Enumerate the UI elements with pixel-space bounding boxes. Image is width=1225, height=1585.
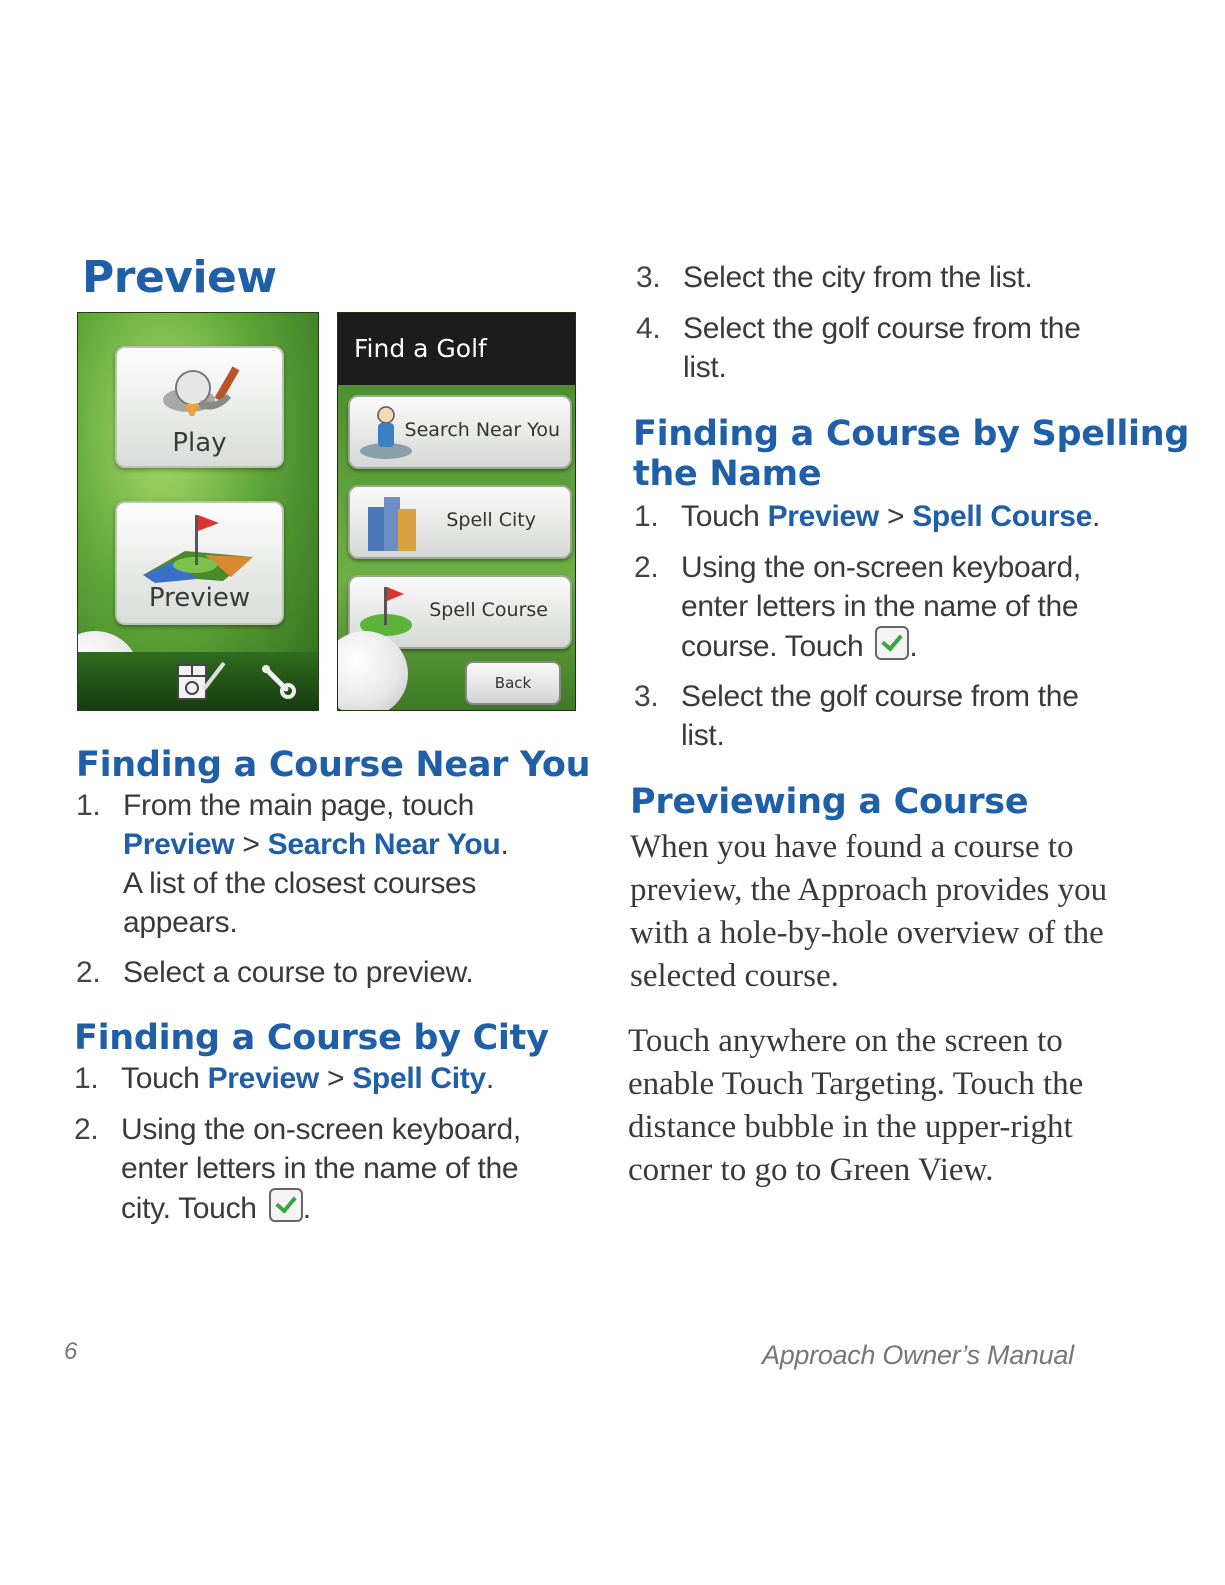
paragraph-line: with a hole-by-hole overview of the (630, 915, 1104, 951)
spell-city-button (348, 485, 572, 559)
period: . (909, 630, 918, 663)
main-bottom-bar (78, 652, 318, 710)
scorecard-icon (174, 659, 228, 703)
search-near-you-label: Search Near You (404, 419, 560, 441)
step-number: 2. (76, 956, 101, 989)
paragraph-line: enable Touch Targeting. Touch the (628, 1066, 1084, 1102)
spell-course-label: Spell Course (429, 599, 548, 621)
manual-title: Approach Owner’s Manual (762, 1340, 1074, 1370)
step-number: 3. (634, 680, 659, 713)
step-number: 2. (74, 1113, 99, 1146)
paragraph-line: corner to go to Green View. (628, 1152, 994, 1188)
step-text: Select the city from the list. (683, 261, 1033, 294)
step-text: Select the golf course from the (683, 312, 1081, 345)
heading-line: the Name (633, 454, 822, 494)
section-title: Preview (82, 252, 277, 303)
preview-link: Preview (207, 1062, 319, 1095)
period: . (500, 828, 509, 861)
separator: > (318, 1062, 353, 1095)
by-city-step-2 (74, 1110, 544, 1230)
near-you-step-2 (76, 953, 536, 993)
separator: > (878, 500, 913, 533)
step-text: Touch (121, 1062, 208, 1095)
wrench-settings-icon (258, 661, 298, 701)
paragraph-line: When you have found a course to (630, 829, 1074, 865)
by-name-step-3 (634, 677, 1164, 757)
previewing-paragraph-1 (630, 826, 1170, 998)
step-note: A list of the closest courses (123, 867, 477, 900)
by-city-step-1 (74, 1059, 544, 1099)
near-you-step-1 (76, 786, 536, 946)
device-main-menu-screenshot (77, 312, 319, 711)
by-city-step-4 (636, 309, 1156, 389)
play-label: Play (172, 428, 227, 458)
paragraph-line: preview, the Approach provides you (630, 872, 1108, 908)
by-city-step-3 (636, 258, 1156, 298)
by-name-heading (633, 414, 1189, 494)
step-text: From the main page, touch (123, 789, 475, 822)
step-text: Using the on-screen keyboard, (681, 551, 1081, 584)
search-near-you-button (348, 395, 572, 469)
back-button: Back (465, 661, 561, 705)
page-number: 6 (64, 1338, 78, 1365)
preview-label: Preview (148, 583, 251, 613)
step-number: 1. (74, 1062, 99, 1095)
spell-city-label: Spell City (446, 509, 536, 531)
play-tile (115, 346, 284, 468)
course-flag-icon (135, 505, 265, 585)
step-text: course. Touch (681, 630, 864, 663)
step-text: list. (681, 719, 725, 752)
step-number: 4. (636, 312, 661, 345)
period: . (1092, 500, 1101, 533)
by-name-step-2 (634, 548, 1164, 668)
step-text: Select the golf course from the (681, 680, 1079, 713)
checkmark-icon (269, 1188, 303, 1222)
period: . (485, 1062, 494, 1095)
find-course-header: Find a Golf (338, 313, 575, 385)
checkmark-icon (875, 626, 909, 660)
spell-city-link: Spell City (352, 1062, 486, 1095)
step-number: 2. (634, 551, 659, 584)
step-text: city. Touch (121, 1192, 257, 1225)
golf-club-ball-icon (141, 354, 261, 434)
preview-tile (115, 501, 284, 625)
spell-course-link: Spell Course (912, 500, 1092, 533)
period: . (302, 1192, 311, 1225)
step-note: appears. (123, 906, 238, 939)
step-text: enter letters in the name of the (681, 590, 1079, 623)
by-name-step-1 (634, 497, 1164, 537)
step-number: 1. (76, 789, 101, 822)
step-text: Using the on-screen keyboard, (121, 1113, 521, 1146)
step-text: list. (683, 351, 727, 384)
search-near-you-link: Search Near You (267, 828, 501, 861)
separator: > (234, 828, 268, 861)
by-city-heading: Finding a Course by City (74, 1018, 549, 1058)
city-buildings-icon (362, 489, 422, 553)
device-find-course-screenshot (337, 312, 576, 711)
preview-link: Preview (123, 828, 235, 861)
step-text: Touch (681, 500, 768, 533)
paragraph-line: selected course. (630, 958, 839, 994)
preview-link: Preview (767, 500, 879, 533)
paragraph-line: distance bubble in the upper-right (628, 1109, 1073, 1145)
step-number: 1. (634, 500, 659, 533)
previewing-heading: Previewing a Course (630, 782, 1029, 822)
step-number: 3. (636, 261, 661, 294)
step-text: enter letters in the name of the (121, 1152, 519, 1185)
previewing-paragraph-2 (628, 1020, 1168, 1192)
step-text: Select a course to preview. (123, 956, 474, 989)
paragraph-line: Touch anywhere on the screen to (628, 1023, 1063, 1059)
near-you-heading: Finding a Course Near You (76, 745, 591, 785)
heading-line: Finding a Course by Spelling (633, 414, 1190, 454)
